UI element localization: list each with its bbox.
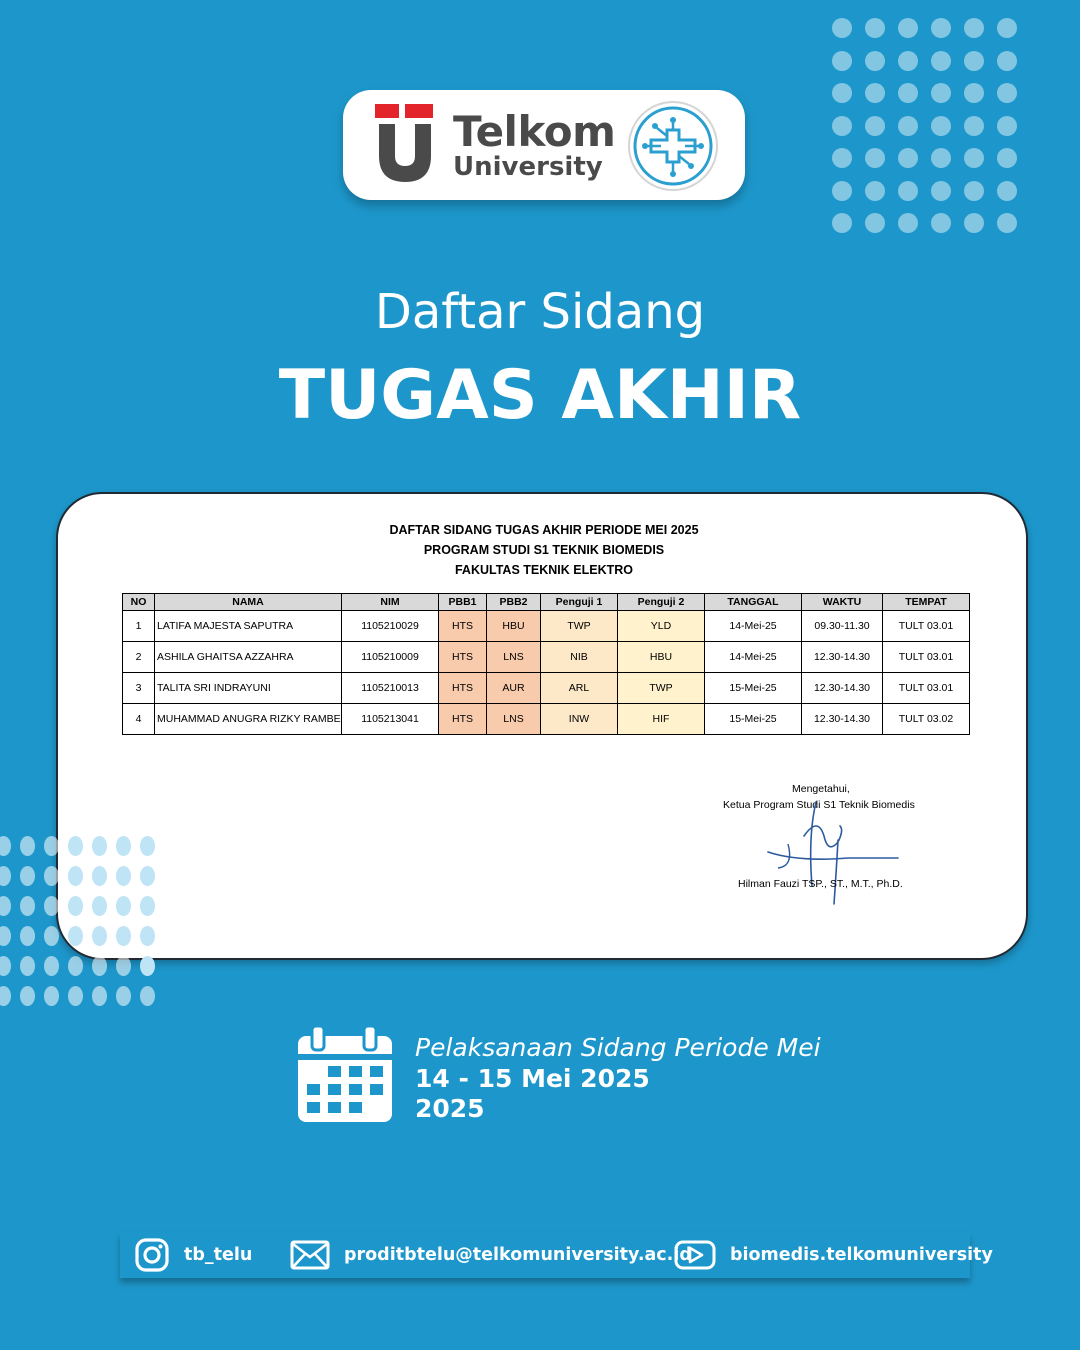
schedule-period-dates: [415, 1064, 650, 1124]
cell-pbb1: HTS: [439, 642, 487, 673]
youtube-icon: [674, 1240, 716, 1270]
cell-no: 1: [123, 611, 155, 642]
schedule-dates: 14 - 15 Mei 2025: [415, 1064, 650, 1093]
signature-acknowledged: Mengetahui,: [792, 783, 850, 795]
page-subtitle: Daftar Sidang: [374, 284, 706, 340]
cell-tanggal: 14-Mei-25: [705, 611, 802, 642]
column-header: WAKTU: [802, 594, 883, 611]
signature-name: Hilman Fauzi TSP., ST., M.T., Ph.D.: [738, 878, 903, 890]
cell-no: 3: [123, 673, 155, 704]
schedule-table: [122, 593, 970, 735]
document-title: [58, 520, 1030, 580]
contact-footer: [120, 1232, 993, 1278]
cell-waktu: 12.30-14.30: [802, 673, 883, 704]
column-header: TEMPAT: [883, 594, 970, 611]
cell-pbb1: HTS: [439, 611, 487, 642]
cell-tanggal: 14-Mei-25: [705, 642, 802, 673]
cell-pbb1: HTS: [439, 673, 487, 704]
cell-penguji1: NIB: [541, 642, 618, 673]
website-url: biomedis.telkomuniversity: [730, 1245, 993, 1265]
cell-nama: MUHAMMAD ANUGRA RIZKY RAMBE: [155, 704, 342, 735]
document-title-line: FAKULTAS TEKNIK ELEKTRO: [454, 563, 633, 577]
cell-penguji1: ARL: [541, 673, 618, 704]
telkom-university-logo-icon: [375, 104, 435, 186]
cell-pbb2: LNS: [487, 642, 541, 673]
cell-tempat: TULT 03.01: [883, 642, 970, 673]
cell-nim: 1105210029: [342, 611, 439, 642]
table-row: [123, 611, 970, 642]
cell-nim: 1105213041: [342, 704, 439, 735]
cell-tanggal: 15-Mei-25: [705, 704, 802, 735]
column-header: PBB1: [439, 594, 487, 611]
cell-penguji2: HIF: [618, 704, 705, 735]
table-header-row: [123, 594, 970, 611]
cell-tempat: TULT 03.02: [883, 704, 970, 735]
cell-pbb2: LNS: [487, 704, 541, 735]
schedule-period-label: Pelaksanaan Sidang Periode Mei: [415, 1033, 821, 1062]
footer-instagram[interactable]: [134, 1232, 252, 1278]
page-title: TUGAS AKHIR: [278, 356, 802, 435]
column-header: TANGGAL: [705, 594, 802, 611]
cell-nama: LATIFA MAJESTA SAPUTRA: [155, 611, 342, 642]
schedule-document: [56, 492, 1028, 960]
cell-nama: ASHILA GHAITSA AZZAHRA: [155, 642, 342, 673]
cell-tempat: TULT 03.01: [883, 673, 970, 704]
table-row: [123, 704, 970, 735]
logo-card: [343, 90, 745, 200]
cell-nim: 1105210009: [342, 642, 439, 673]
cell-penguji2: YLD: [618, 611, 705, 642]
signature-role: Ketua Program Studi S1 Teknik Biomedis: [723, 799, 915, 811]
cell-tempat: TULT 03.01: [883, 611, 970, 642]
column-header: Penguji 2: [618, 594, 705, 611]
decorative-dots-bottom-left: [0, 836, 164, 1016]
document-title-line: DAFTAR SIDANG TUGAS AKHIR PERIODE MEI 2025: [389, 523, 699, 537]
cell-nim: 1105210013: [342, 673, 439, 704]
email-icon: [290, 1240, 330, 1270]
cell-penguji2: HBU: [618, 642, 705, 673]
table-row: [123, 673, 970, 704]
cell-waktu: 09.30-11.30: [802, 611, 883, 642]
column-header: PBB2: [487, 594, 541, 611]
instagram-handle: tb_telu: [184, 1245, 253, 1265]
cell-pbb2: AUR: [487, 673, 541, 704]
cell-tanggal: 15-Mei-25: [705, 673, 802, 704]
cell-no: 4: [123, 704, 155, 735]
wordmark-university: University: [453, 152, 603, 182]
footer-email[interactable]: [290, 1232, 692, 1278]
calendar-icon: [298, 1026, 392, 1122]
schedule-year: 2025: [415, 1094, 485, 1123]
cell-penguji2: TWP: [618, 673, 705, 704]
email-address: proditbtelu@telkomuniversity.ac.id: [344, 1245, 692, 1265]
document-title-line: PROGRAM STUDI S1 TEKNIK BIOMEDIS: [423, 543, 665, 557]
cell-penguji1: TWP: [541, 611, 618, 642]
cell-waktu: 12.30-14.30: [802, 704, 883, 735]
instagram-icon: [134, 1237, 170, 1273]
university-wordmark: [453, 107, 616, 182]
wordmark-telkom: Telkom: [453, 107, 616, 156]
cell-pbb2: HBU: [487, 611, 541, 642]
decorative-dots-top-right: [832, 18, 1030, 246]
biomedis-program-logo-icon: [627, 100, 719, 192]
table-row: [123, 642, 970, 673]
cell-nama: TALITA SRI INDRAYUNI: [155, 673, 342, 704]
cell-waktu: 12.30-14.30: [802, 642, 883, 673]
column-header: NIM: [342, 594, 439, 611]
column-header: Penguji 1: [541, 594, 618, 611]
column-header: NAMA: [155, 594, 342, 611]
footer-website[interactable]: [674, 1232, 993, 1278]
cell-no: 2: [123, 642, 155, 673]
cell-pbb1: HTS: [439, 704, 487, 735]
column-header: NO: [123, 594, 155, 611]
cell-penguji1: INW: [541, 704, 618, 735]
